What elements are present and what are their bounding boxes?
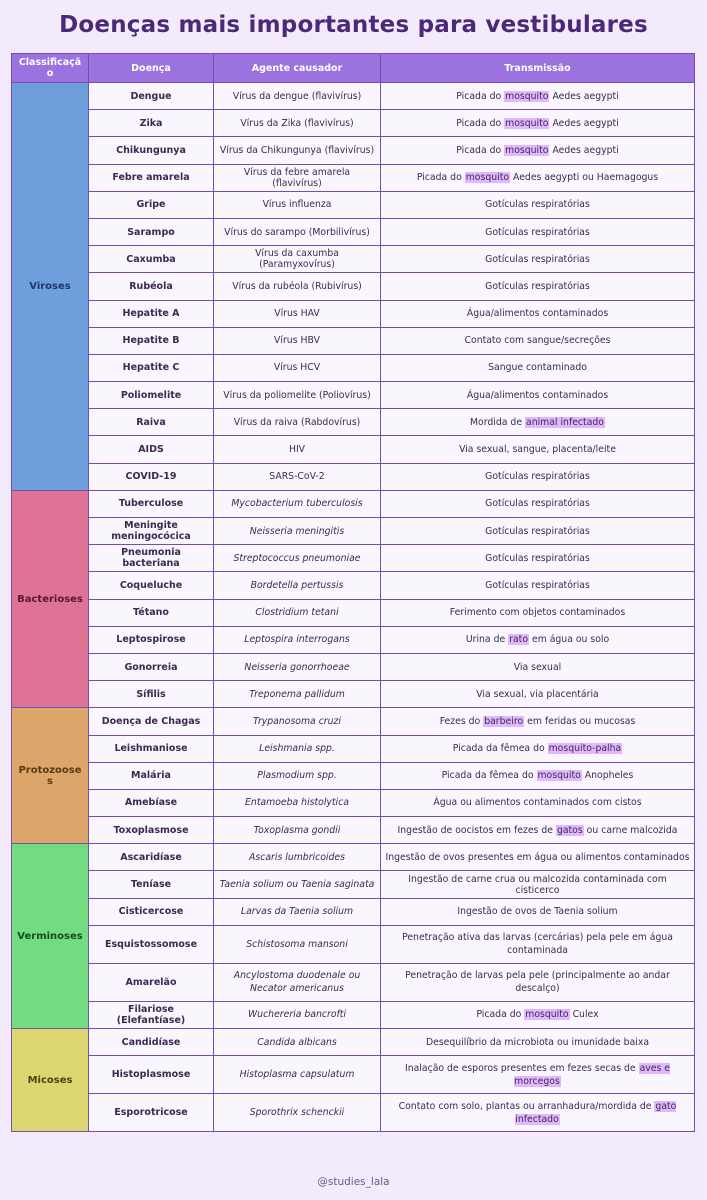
agent-cell: Leptospira interrogans (214, 626, 381, 653)
transmission-text: Fezes do (439, 715, 484, 727)
classification-cell: Viroses (12, 83, 89, 491)
transmission-text: Gotículas respiratórias (485, 226, 590, 238)
table-row (12, 963, 695, 1001)
disease-cell: Doença de Chagas (89, 708, 214, 735)
transmission-text: Sangue contaminado (488, 362, 587, 374)
transmission-cell (381, 762, 695, 789)
transmission-text: Picada da fêmea do (452, 743, 548, 755)
transmission-text: ou carne malcozida (583, 824, 678, 836)
transmission-text: Anopheles (581, 770, 634, 782)
header-doenca: Doença (89, 54, 214, 83)
disease-cell: Pneumonia bacteriana (89, 545, 214, 572)
table-row (12, 844, 695, 871)
transmission-text: Ingestão de ovos presentes em água ou alimentos contaminados (385, 851, 690, 863)
transmission-cell (381, 626, 695, 653)
transmission-text: Gotículas respiratórias (485, 199, 590, 211)
agent-cell: Wuchereria bancrofti (214, 1001, 381, 1028)
disease-cell: Gripe (89, 191, 214, 218)
transmission-text: Aedes aegypti (549, 144, 619, 156)
classification-cell: Micoses (12, 1029, 89, 1132)
header-classificacao: Classificação (12, 54, 89, 83)
transmission-text: Picada do (416, 172, 465, 184)
disease-cell: Amebíase (89, 789, 214, 816)
disease-cell: Febre amarela (89, 164, 214, 191)
highlighted-term: mosquito (525, 1009, 569, 1021)
table-row (12, 110, 695, 137)
disease-cell: Sarampo (89, 218, 214, 245)
disease-cell: Meningite meningocócica (89, 518, 214, 545)
disease-cell: Tétano (89, 599, 214, 626)
disease-cell: Malária (89, 762, 214, 789)
highlighted-term: mosquito (465, 172, 510, 184)
table-row (12, 626, 695, 653)
disease-cell: Gonorreia (89, 653, 214, 680)
table-row (12, 1001, 695, 1028)
classification-cell: Protozooses (12, 708, 89, 844)
transmission-text: Penetração de larvas pela pele (principalmente ao andar descalço) (405, 970, 670, 995)
disease-cell: Toxoplasmose (89, 817, 214, 844)
agent-cell: Vírus da raiva (Rabdovírus) (214, 409, 381, 436)
transmission-cell (381, 409, 695, 436)
disease-cell: Caxumba (89, 246, 214, 273)
transmission-cell (381, 817, 695, 844)
highlighted-term: mosquito-palha (548, 743, 622, 755)
classification-cell: Verminoses (12, 844, 89, 1029)
agent-cell: Vírus da poliomelite (Poliovírus) (214, 382, 381, 409)
highlighted-term: animal infectado (526, 416, 604, 428)
transmission-cell (381, 83, 695, 110)
table-row (12, 137, 695, 164)
transmission-text: Água/alimentos contaminados (466, 389, 609, 401)
table-row (12, 246, 695, 273)
diseases-table (11, 53, 695, 1132)
agent-cell: Ancylostoma duodenale ou Necator americanus (214, 963, 381, 1001)
transmission-cell (381, 708, 695, 735)
agent-cell: Schistosoma mansoni (214, 925, 381, 963)
transmission-text: Urina de (465, 634, 509, 646)
transmission-cell (381, 735, 695, 762)
table-row (12, 273, 695, 300)
table-body (12, 83, 695, 1132)
table-row (12, 218, 695, 245)
agent-cell: Neisseria meningitis (214, 518, 381, 545)
transmission-cell (381, 218, 695, 245)
table-row (12, 382, 695, 409)
table-row (12, 83, 695, 110)
transmission-cell (381, 789, 695, 816)
transmission-text: Mordida de (470, 416, 525, 428)
transmission-cell (381, 327, 695, 354)
table-row (12, 463, 695, 490)
disease-cell: Histoplasmose (89, 1056, 214, 1094)
transmission-text: Via sexual, sangue, placenta/leite (459, 444, 616, 456)
agent-cell: Clostridium tetani (214, 599, 381, 626)
agent-cell: Ascaris lumbricoides (214, 844, 381, 871)
transmission-text: Ingestão de ovos de Taenia solium (457, 906, 618, 918)
transmission-text: Contato com solo, plantas ou arranhadura/mordida de (398, 1100, 655, 1112)
transmission-text: Picada do (456, 90, 505, 102)
transmission-text: Gotículas respiratórias (485, 253, 590, 265)
agent-cell: Vírus da caxumba (Paramyxovírus) (214, 246, 381, 273)
transmission-cell (381, 871, 695, 898)
highlighted-term: mosquito (537, 770, 581, 782)
agent-cell: Vírus da Chikungunya (flavivírus) (214, 137, 381, 164)
transmission-text: Gotículas respiratórias (485, 280, 590, 292)
transmission-text: em feridas ou mucosas (524, 715, 636, 727)
table-row (12, 1029, 695, 1056)
highlighted-term: gatos (556, 824, 583, 836)
transmission-cell (381, 273, 695, 300)
disease-cell: COVID-19 (89, 463, 214, 490)
agent-cell: Candida albicans (214, 1029, 381, 1056)
disease-cell: Teníase (89, 871, 214, 898)
header-agente-causador: Agente causador (214, 54, 381, 83)
transmission-text: Água/alimentos contaminados (466, 308, 609, 320)
highlighted-term: gato infectado (515, 1100, 677, 1125)
disease-cell: Leptospirose (89, 626, 214, 653)
disease-cell: Ascaridíase (89, 844, 214, 871)
agent-cell: Taenia solium ou Taenia saginata (214, 871, 381, 898)
agent-cell: Trypanosoma cruzi (214, 708, 381, 735)
transmission-cell (381, 1094, 695, 1132)
transmission-cell (381, 164, 695, 191)
transmission-cell (381, 963, 695, 1001)
transmission-cell (381, 490, 695, 517)
transmission-text: Água ou alimentos contaminados com cistos (433, 797, 642, 809)
transmission-text: Aedes aegypti (549, 117, 619, 129)
transmission-cell (381, 844, 695, 871)
agent-cell: Vírus HAV (214, 300, 381, 327)
transmission-text: Via sexual, via placentária (476, 688, 599, 700)
agent-cell: Vírus do sarampo (Morbilivírus) (214, 218, 381, 245)
transmission-cell (381, 599, 695, 626)
table-row (12, 572, 695, 599)
disease-cell: Zika (89, 110, 214, 137)
agent-cell: Larvas da Taenia solium (214, 898, 381, 925)
transmission-text: Contato com sangue/secreções (464, 335, 611, 347)
table-row (12, 164, 695, 191)
disease-cell: AIDS (89, 436, 214, 463)
footer-handle: @studies_lala (317, 1176, 390, 1188)
transmission-cell (381, 246, 695, 273)
table-row (12, 681, 695, 708)
table-row (12, 354, 695, 381)
table-row (12, 327, 695, 354)
transmission-text: Via sexual (513, 661, 562, 673)
transmission-text: Desequilíbrio da microbiota ou imunidade baixa (425, 1036, 650, 1048)
agent-cell: Toxoplasma gondii (214, 817, 381, 844)
table-row (12, 1094, 695, 1132)
table-row (12, 817, 695, 844)
table-header-row (12, 54, 695, 83)
agent-cell: Streptococcus pneumoniae (214, 545, 381, 572)
table-row (12, 518, 695, 545)
transmission-text: Picada do (456, 117, 505, 129)
transmission-text: Gotículas respiratórias (485, 498, 590, 510)
disease-cell: Chikungunya (89, 137, 214, 164)
transmission-text: Gotículas respiratórias (485, 579, 590, 591)
highlighted-term: mosquito (505, 117, 549, 129)
transmission-text: Inalação de esporos presentes em fezes secas de (404, 1062, 639, 1074)
agent-cell: SARS-CoV-2 (214, 463, 381, 490)
transmission-cell (381, 137, 695, 164)
page-title: Doenças mais importantes para vestibulares (59, 12, 648, 38)
transmission-text: Penetração ativa das larvas (cercárias) pela pele em água contaminada (402, 932, 673, 957)
disease-cell: Poliomelite (89, 382, 214, 409)
disease-cell: Hepatite B (89, 327, 214, 354)
agent-cell: Entamoeba histolytica (214, 789, 381, 816)
disease-cell: Cisticercose (89, 898, 214, 925)
disease-cell: Esquistossomose (89, 925, 214, 963)
transmission-cell (381, 436, 695, 463)
table-row (12, 490, 695, 517)
transmission-cell (381, 653, 695, 680)
transmission-cell (381, 110, 695, 137)
agent-cell: Mycobacterium tuberculosis (214, 490, 381, 517)
agent-cell: Vírus HBV (214, 327, 381, 354)
agent-cell: Vírus da dengue (flavivírus) (214, 83, 381, 110)
disease-cell: Hepatite A (89, 300, 214, 327)
agent-cell: Vírus HCV (214, 354, 381, 381)
agent-cell: Sporothrix schenckii (214, 1094, 381, 1132)
agent-cell: Bordetella pertussis (214, 572, 381, 599)
transmission-text: Aedes aegypti ou Haemagogus (510, 172, 659, 184)
transmission-cell (381, 681, 695, 708)
table-row (12, 599, 695, 626)
transmission-text: Gotículas respiratórias (485, 471, 590, 483)
disease-cell: Coqueluche (89, 572, 214, 599)
table-row (12, 436, 695, 463)
disease-cell: Rubéola (89, 273, 214, 300)
agent-cell: Neisseria gonorrhoeae (214, 653, 381, 680)
table-row (12, 762, 695, 789)
transmission-cell (381, 300, 695, 327)
transmission-cell (381, 572, 695, 599)
table-row (12, 653, 695, 680)
transmission-text: em água ou solo (529, 634, 610, 646)
transmission-cell (381, 1001, 695, 1028)
transmission-text: Gotículas respiratórias (485, 552, 590, 564)
highlighted-term: mosquito (505, 144, 549, 156)
highlighted-term: mosquito (505, 90, 549, 102)
agent-cell: Vírus da rubéola (Rubivírus) (214, 273, 381, 300)
agent-cell: Treponema pallidum (214, 681, 381, 708)
transmission-cell (381, 898, 695, 925)
classification-cell: Bacterioses (12, 490, 89, 708)
transmission-cell (381, 518, 695, 545)
agent-cell: Vírus influenza (214, 191, 381, 218)
transmission-text: Ingestão de carne crua ou malcozida contaminada com cisticerco (408, 873, 667, 896)
agent-cell: Leishmania spp. (214, 735, 381, 762)
transmission-text: Picada da fêmea do (441, 770, 537, 782)
transmission-text: Aedes aegypti (549, 90, 619, 102)
disease-cell: Tuberculose (89, 490, 214, 517)
table-row (12, 789, 695, 816)
transmission-cell (381, 1029, 695, 1056)
table-row (12, 545, 695, 572)
table-row (12, 300, 695, 327)
table-row (12, 409, 695, 436)
agent-cell: Plasmodium spp. (214, 762, 381, 789)
header-transmissao: Transmissão (381, 54, 695, 83)
transmission-text: Gotículas respiratórias (485, 525, 590, 537)
table-row (12, 925, 695, 963)
disease-cell: Raiva (89, 409, 214, 436)
transmission-cell (381, 463, 695, 490)
disease-cell: Dengue (89, 83, 214, 110)
table-row (12, 708, 695, 735)
agent-cell: Vírus da febre amarela (flavivírus) (214, 164, 381, 191)
table-row (12, 898, 695, 925)
agent-cell: HIV (214, 436, 381, 463)
transmission-cell (381, 925, 695, 963)
highlighted-term: rato (509, 634, 529, 646)
highlighted-term: aves e morcegos (514, 1062, 671, 1087)
highlighted-term: barbeiro (484, 715, 524, 727)
transmission-cell (381, 382, 695, 409)
transmission-cell (381, 545, 695, 572)
table-row (12, 735, 695, 762)
disease-cell: Hepatite C (89, 354, 214, 381)
transmission-text: Culex (569, 1009, 599, 1021)
disease-cell: Candidíase (89, 1029, 214, 1056)
agent-cell: Histoplasma capsulatum (214, 1056, 381, 1094)
disease-cell: Sífilis (89, 681, 214, 708)
disease-cell: Esporotricose (89, 1094, 214, 1132)
transmission-cell (381, 191, 695, 218)
transmission-text: Ferimento com objetos contaminados (449, 607, 626, 619)
transmission-text: Picada do (456, 144, 505, 156)
table-row (12, 871, 695, 898)
transmission-text: Picada do (476, 1009, 525, 1021)
transmission-text: Ingestão de oocistos em fezes de (397, 824, 556, 836)
transmission-cell (381, 1056, 695, 1094)
table-row (12, 191, 695, 218)
transmission-cell (381, 354, 695, 381)
disease-cell: Amarelão (89, 963, 214, 1001)
agent-cell: Vírus da Zika (flavivírus) (214, 110, 381, 137)
disease-cell: Leishmaniose (89, 735, 214, 762)
table-row (12, 1056, 695, 1094)
disease-cell: Filariose (Elefantíase) (89, 1001, 214, 1028)
